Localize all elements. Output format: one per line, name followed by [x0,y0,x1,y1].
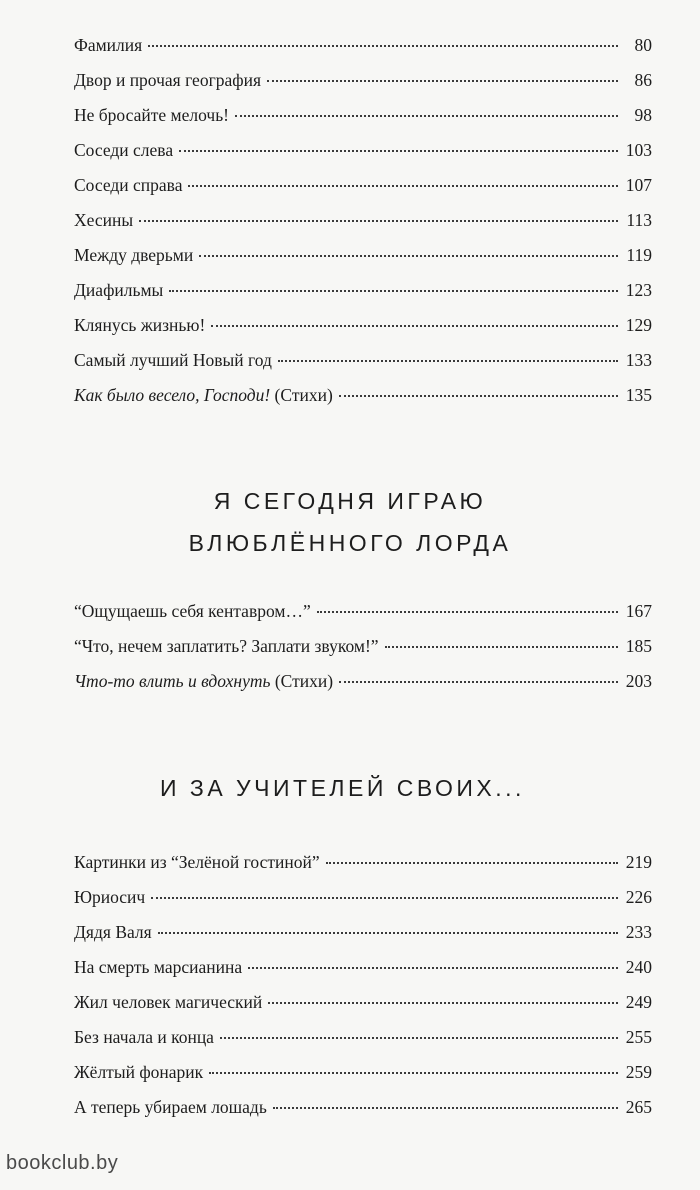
entry-title: На смерть марсианина [74,957,243,977]
toc-entry [74,991,652,1013]
entry-title: Юриосич [74,887,146,907]
entry-title: Не бросайте мелочь! [74,105,230,125]
dot-leader [199,255,618,257]
entry-title: Соседи справа [74,175,183,195]
dot-leader [267,80,618,82]
entry-title: Самый лучший Новый год [74,350,272,370]
entry-title: Хесины [74,210,134,230]
toc-entry [74,104,652,126]
dot-leader [209,1072,618,1074]
section-heading: Я СЕГОДНЯ ИГРАЮ [213,488,487,514]
toc-entry [74,384,652,406]
entry-title-suffix: (Стихи) [270,385,333,405]
entry-title-suffix: (Стихи) [270,671,334,691]
dot-leader [268,1002,618,1004]
section-heading: И ЗА УЧИТЕЛЕЙ СВОИХ... [160,775,525,801]
page-number: 259 [625,1062,652,1082]
entry-title: Фамилия [74,35,143,55]
toc-entry [74,851,652,873]
toc-entry [74,600,652,622]
page-number: 226 [625,887,652,907]
entry-title: Без начала и конца [74,1027,214,1047]
page-number: 233 [625,922,652,942]
entry-title: “Что, нечем заплатить? Заплати звуком!” [74,636,379,656]
dot-leader [169,290,618,292]
page-number: 185 [625,636,652,656]
toc-entry [74,1061,652,1083]
page-number: 86 [634,70,652,90]
page-number: 167 [625,601,652,621]
entry-title: Картинки из “Зелёной гостиной” [74,852,320,872]
toc-entry [74,139,652,161]
toc-entry [74,279,652,301]
dot-leader [211,325,618,327]
entry-title [74,670,333,692]
page-number: 135 [625,385,652,405]
dot-leader [278,360,618,362]
dot-leader [326,862,618,864]
toc-entry [74,670,652,692]
entry-title: Между дверьми [74,245,194,265]
page-number: 249 [625,992,652,1012]
entry-title: Клянусь жизнью! [74,315,206,335]
dot-leader [179,150,618,152]
toc-entry [74,886,652,908]
dot-leader [148,45,618,47]
dot-leader [385,646,618,648]
dot-leader [151,897,618,899]
page-number: 133 [625,350,652,370]
page-number: 113 [626,210,652,230]
entry-title [74,384,333,406]
entry-title: Дядя Валя [74,922,152,942]
page-number: 103 [625,140,652,160]
dot-leader [273,1107,618,1109]
dot-leader [248,967,618,969]
dot-leader [158,932,618,934]
entry-title: А теперь убираем лошадь [74,1097,267,1117]
entry-title-italic: Что-то влить и вдохнуть [74,671,271,691]
toc-entry [74,34,652,56]
toc-entry [74,314,652,336]
dot-leader [317,611,618,613]
dot-leader [339,681,618,683]
page-number: 119 [626,245,652,265]
page-number: 219 [625,852,652,872]
page-number: 203 [625,671,652,691]
toc-entry [74,1096,652,1118]
entry-title: “Ощущаешь себя кентавром…” [74,601,311,621]
entry-title: Соседи слева [74,140,174,160]
page-number: 255 [625,1027,652,1047]
dot-leader [339,395,618,397]
page-number: 123 [625,280,652,300]
toc-entry [74,1026,652,1048]
watermark-text: bookclub.by [6,1152,119,1174]
section-heading: ВЛЮБЛЁННОГО ЛОРДА [188,530,512,556]
toc-entry [74,69,652,91]
toc-entry [74,174,652,196]
page-number: 98 [634,105,652,125]
toc-entry [74,349,652,371]
entry-title: Диафильмы [74,280,164,300]
page-number: 129 [625,315,652,335]
toc-entry [74,209,652,231]
page-number: 107 [625,175,652,195]
entry-title: Жёлтый фонарик [74,1062,204,1082]
toc-entry [74,921,652,943]
toc-entry [74,956,652,978]
toc-entry [74,244,652,266]
dot-leader [139,220,618,222]
page-number: 240 [625,957,652,977]
dot-leader [235,115,618,117]
page-number: 265 [625,1097,652,1117]
entry-title-italic: Как было весело, Господи! [74,385,271,405]
entry-title: Жил человек магический [74,992,263,1012]
dot-leader [188,185,618,187]
entry-title: Двор и прочая география [74,70,262,90]
page-number: 80 [634,35,652,55]
toc-entry [74,635,652,657]
dot-leader [220,1037,618,1039]
